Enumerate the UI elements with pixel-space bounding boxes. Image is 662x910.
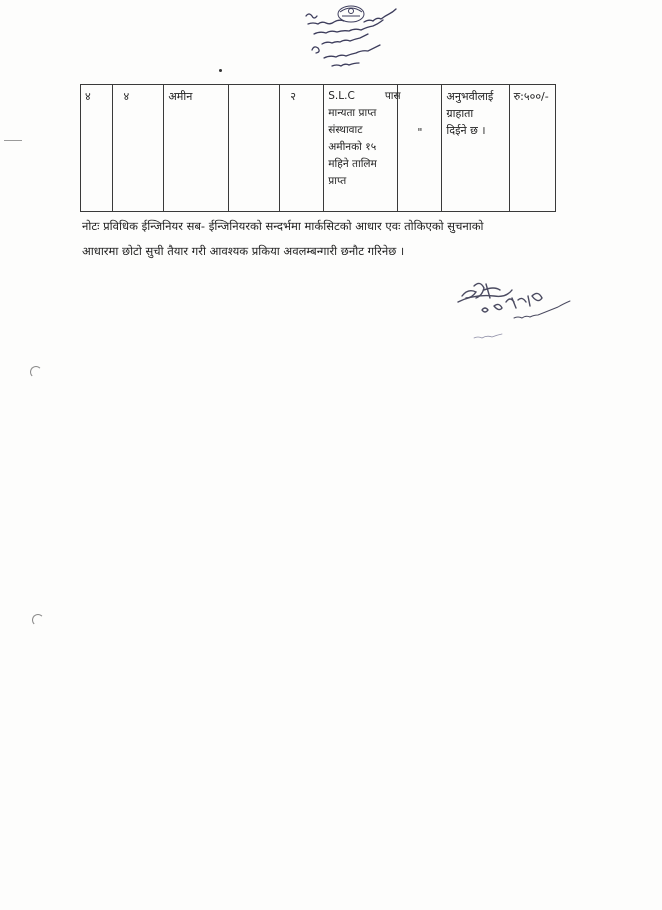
serial-number: ४ xyxy=(85,90,91,103)
punch-hole-mark xyxy=(32,614,44,626)
note-paragraph xyxy=(82,214,552,264)
vacancy-table xyxy=(80,84,556,212)
ink-dot xyxy=(219,69,222,72)
office-seal-icon xyxy=(292,2,410,76)
fee-amount: रु:५००/- xyxy=(513,90,549,103)
qualification-cell xyxy=(324,85,401,212)
punch-hole-mark xyxy=(30,366,42,378)
post-name: अमीन xyxy=(168,90,193,103)
note-line-1: नोटः प्रविधिक ईन्जिनियर सब- ईन्जिनियरको सन्दर्भमा मार्कसिटको आधार एवः तोकिएको सुचनाको xyxy=(82,219,484,233)
fee-cell xyxy=(509,85,555,212)
handwritten-signature-icon xyxy=(454,268,584,350)
scan-edge-mark xyxy=(4,140,22,141)
note-line-2: आधारमा छोटो सुची तैयार गरी आवश्यक प्रकिया अवलम्बन्गारी छनौट गरिनेछ । xyxy=(82,244,405,258)
post-cell xyxy=(164,85,229,212)
serial-number-cell xyxy=(81,85,113,212)
number-cell xyxy=(113,85,164,212)
post-count: २ xyxy=(290,90,296,103)
experience-cell xyxy=(442,85,509,212)
blank-cell xyxy=(229,85,280,212)
item-number: ४ xyxy=(123,90,130,103)
ditto-cell xyxy=(398,85,442,212)
table-row xyxy=(81,85,556,212)
experience-text: अनुभवीलाई ग्राहाता दिईने छ । xyxy=(446,90,494,137)
count-cell xyxy=(280,85,324,212)
ditto-mark: " xyxy=(417,126,423,139)
qualification-text: S.L.C पास मान्यता प्राप्त संस्थावाट अमीनको १५ महिने तालिम प्राप्त xyxy=(328,90,401,187)
